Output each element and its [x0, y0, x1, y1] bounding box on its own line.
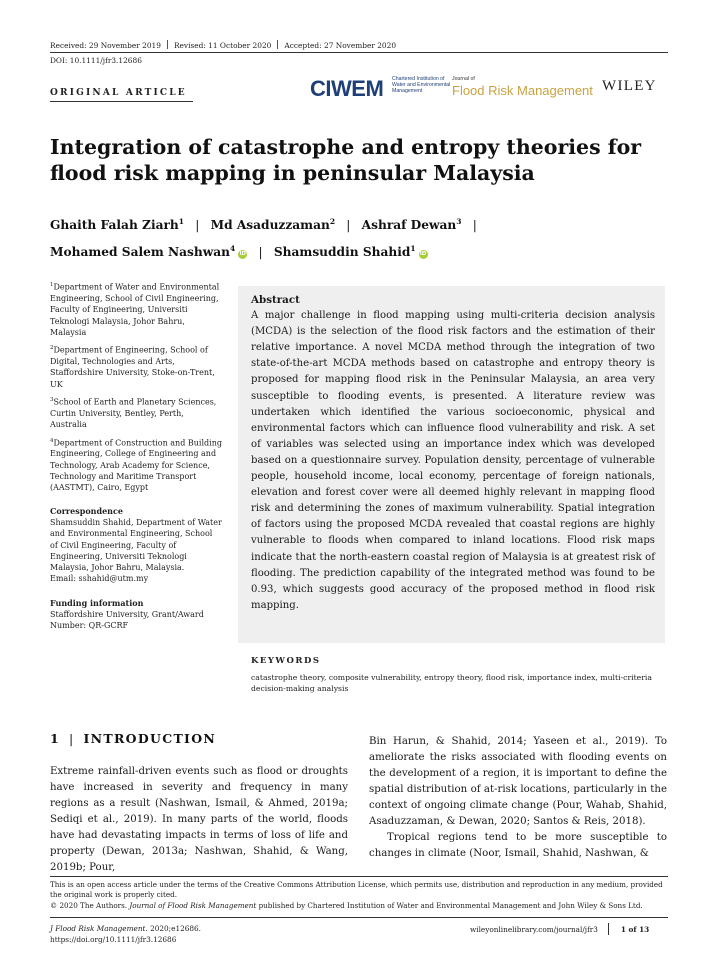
license-text: This is an open access article under the terms of the Creative Commons Attribution License, which permits use, distribution and reproduction in any medium, provided the original work is properly cited. — [50, 880, 663, 900]
author-affiliation-marker: 1 — [178, 217, 184, 226]
keywords-heading: KEYWORDS — [251, 656, 321, 666]
affiliation: $^2$Department of Engineering, School of Digital, Technologies and Arts, Staffordshire University, Stoke-on-Trent, UK — [50, 345, 215, 389]
footer-divider — [608, 923, 609, 935]
article-title: Integration of catastrophe and entropy theories for flood risk mapping in peninsular Malaysia — [50, 135, 642, 185]
section-heading-introduction — [50, 731, 216, 746]
intro-right-column — [369, 734, 667, 862]
copyright-text: © 2020 The Authors. Journal of Flood Risk Management published by Chartered Institution of Water and Environmental Management and John Wiley & Sons Ltd. — [50, 900, 643, 910]
date-divider — [167, 40, 168, 49]
doi-link[interactable]: https://doi.org/10.1111/jfr3.12686 — [50, 935, 177, 944]
citation-journal: J Flood Risk Management. — [50, 924, 148, 933]
author-affiliation-marker: 3 — [456, 217, 462, 226]
doi[interactable]: DOI: 10.1111/jfr3.12686 — [50, 56, 142, 65]
ciwem-logo: CIWEM — [310, 76, 384, 101]
journal-name-logo: Flood Risk Management — [452, 83, 593, 98]
author-separator: | — [472, 218, 477, 233]
intro-paragraph: Extreme rainfall-driven events such as flood or droughts have increased in severity and frequency in many regions as a result (Nashwan, Ismail, & Ahmed, 2019a; Sediqi et al., 2019). In many parts of the world, floods have had devastating impacts in terms of loss of life and property (Dewan, 2013a; Nashwan, Shahid, & Wang, 2019b; Pour, — [50, 766, 348, 873]
affiliations-column — [50, 280, 222, 632]
author-affiliation-marker: 1 — [410, 244, 416, 254]
intro-paragraph: Tropical regions tend to be more susceptible to changes in climate (Noor, Ismail, Shahid, Nashwan, & — [369, 832, 667, 859]
article-type: ORIGINAL ARTICLE — [50, 88, 187, 98]
revised-date: Revised: 11 October 2020 — [173, 41, 272, 50]
author-name[interactable]: Ashraf Dewan — [361, 218, 457, 233]
intro-paragraph-continued: Bin Harun, & Shahid, 2014; Yaseen et al., 2019). To ameliorate the risks associated with flooding events on the development of a region, it is important to define the spatial distribution of at-risk locations, particularly in the context of ongoing climate change (Pour, Wahab, Shahid, Asaduzzaman, & Dewan, 2020; Santos & Reis, 2018). — [369, 736, 667, 827]
affiliation: $^4$Department of Construction and Building Engineering, College of Engineering and Technology, Arab Academy for Science, Technology and Maritime Transport (AASTMT), Cairo, Egypt — [50, 437, 222, 493]
section-separator: | — [69, 731, 75, 746]
affiliation: $^3$School of Earth and Planetary Sciences, Curtin University, Bentley, Perth, Australia — [50, 396, 217, 430]
funding-text: Staffordshire University, Grant/Award Number: QR-GCRF — [50, 610, 204, 631]
author-affiliation-marker: 2 — [329, 217, 336, 226]
received-date: Received: 29 November 2019 — [50, 41, 161, 50]
journal-of-label: Journal of — [452, 76, 475, 82]
section-title: INTRODUCTION — [83, 731, 217, 746]
correspondence-text: Shamsuddin Shahid, Department of Water and Environmental Engineering, School of Civil Engineering, Faculty of Engineering, Universiti Teknologi Malaysia, Johor Bahru, Malaysia. — [50, 517, 222, 573]
correspondence-email[interactable]: Email: sshahid@utm.my — [50, 574, 149, 584]
footer-rule — [50, 917, 668, 918]
journal-url[interactable]: wileyonlinelibrary.com/journal/jfr3 — [470, 925, 598, 934]
author-name[interactable]: Ghaith Falah Ziarh — [50, 218, 179, 233]
header-rule — [50, 52, 668, 53]
author-name[interactable]: Md Asaduzzaman — [210, 218, 330, 233]
abstract — [251, 292, 655, 614]
orcid-icon[interactable]: iD — [419, 251, 427, 258]
article-type-rule — [50, 101, 193, 102]
date-divider — [277, 40, 278, 49]
footer-rule — [50, 876, 668, 877]
author-affiliation-marker: 4 — [230, 244, 236, 254]
footer-right — [470, 923, 649, 935]
affiliation: $^1$Department of Water and Environmental Engineering, School of Civil Engineering, Faculty of Engineering, Universiti Teknologi Malaysia, Johor Bahru, Malaysia — [50, 282, 220, 337]
keywords-text: catastrophe theory, composite vulnerability, entropy theory, flood risk, importance index, multi-criteria decision-making analysis — [251, 673, 652, 693]
wiley-logo: WILEY — [602, 78, 657, 94]
author-separator: | — [195, 218, 200, 233]
author-separator: | — [346, 218, 351, 233]
author-name[interactable]: Shamsuddin Shahid — [273, 245, 411, 260]
author-separator: | — [258, 245, 263, 260]
correspondence-heading: Correspondence — [50, 505, 123, 516]
orcid-icon[interactable]: iD — [239, 251, 246, 258]
author-list — [50, 210, 660, 264]
page-number: 1 of 13 — [620, 925, 650, 934]
citation — [50, 923, 201, 945]
abstract-text: A major challenge in flood mapping using multi-criteria decision analysis (MCDA) is the selection of the flood risk factors and the estimation of their relative importance. A novel MCDA method through the integration of two state-of-the-art MCDA methods based on catastrophe and entropy theory is proposed for mapping flood risk in the Peninsular Malaysia, an area very susceptible to flooding events, is presented. A literature review was undertaken which identified the various socioeconomic, physical and environmental factors which can influence flood vulnerability and risk. A set of variables was selected using an importance index which was developed based on a questionnaire survey. Population density, percentage of vulnerable people, household income, local economy, percentage of foreign nationals, elevation and forest cover were all deemed highly relevant in mapping flood risk and determining the zones of maximum vulnerability. Spatial integration of factors using the proposed MCDA revealed that coastal regions are highly vulnerable to floods when compared to inland locations. Flood risk maps indicate that the north-eastern coastal region of Malaysia is at greatest risk of flooding. The prediction capability of the integrated method was found to be 0.93, which suggests good accuracy of the proposed method in flood risk mapping. — [251, 310, 655, 611]
citation-details: 2020;e12686. — [147, 924, 201, 933]
author-name[interactable]: Mohamed Salem Nashwan — [50, 245, 231, 260]
accepted-date: Accepted: 27 November 2020 — [284, 41, 397, 50]
license-notice — [50, 880, 670, 911]
abstract-heading: Abstract — [251, 294, 300, 306]
section-number: 1 — [50, 731, 60, 746]
ciwem-subtitle: Chartered Institution of Water and Environmental Management — [392, 76, 451, 94]
funding-heading: Funding information — [50, 597, 144, 608]
article-dates — [50, 40, 396, 50]
